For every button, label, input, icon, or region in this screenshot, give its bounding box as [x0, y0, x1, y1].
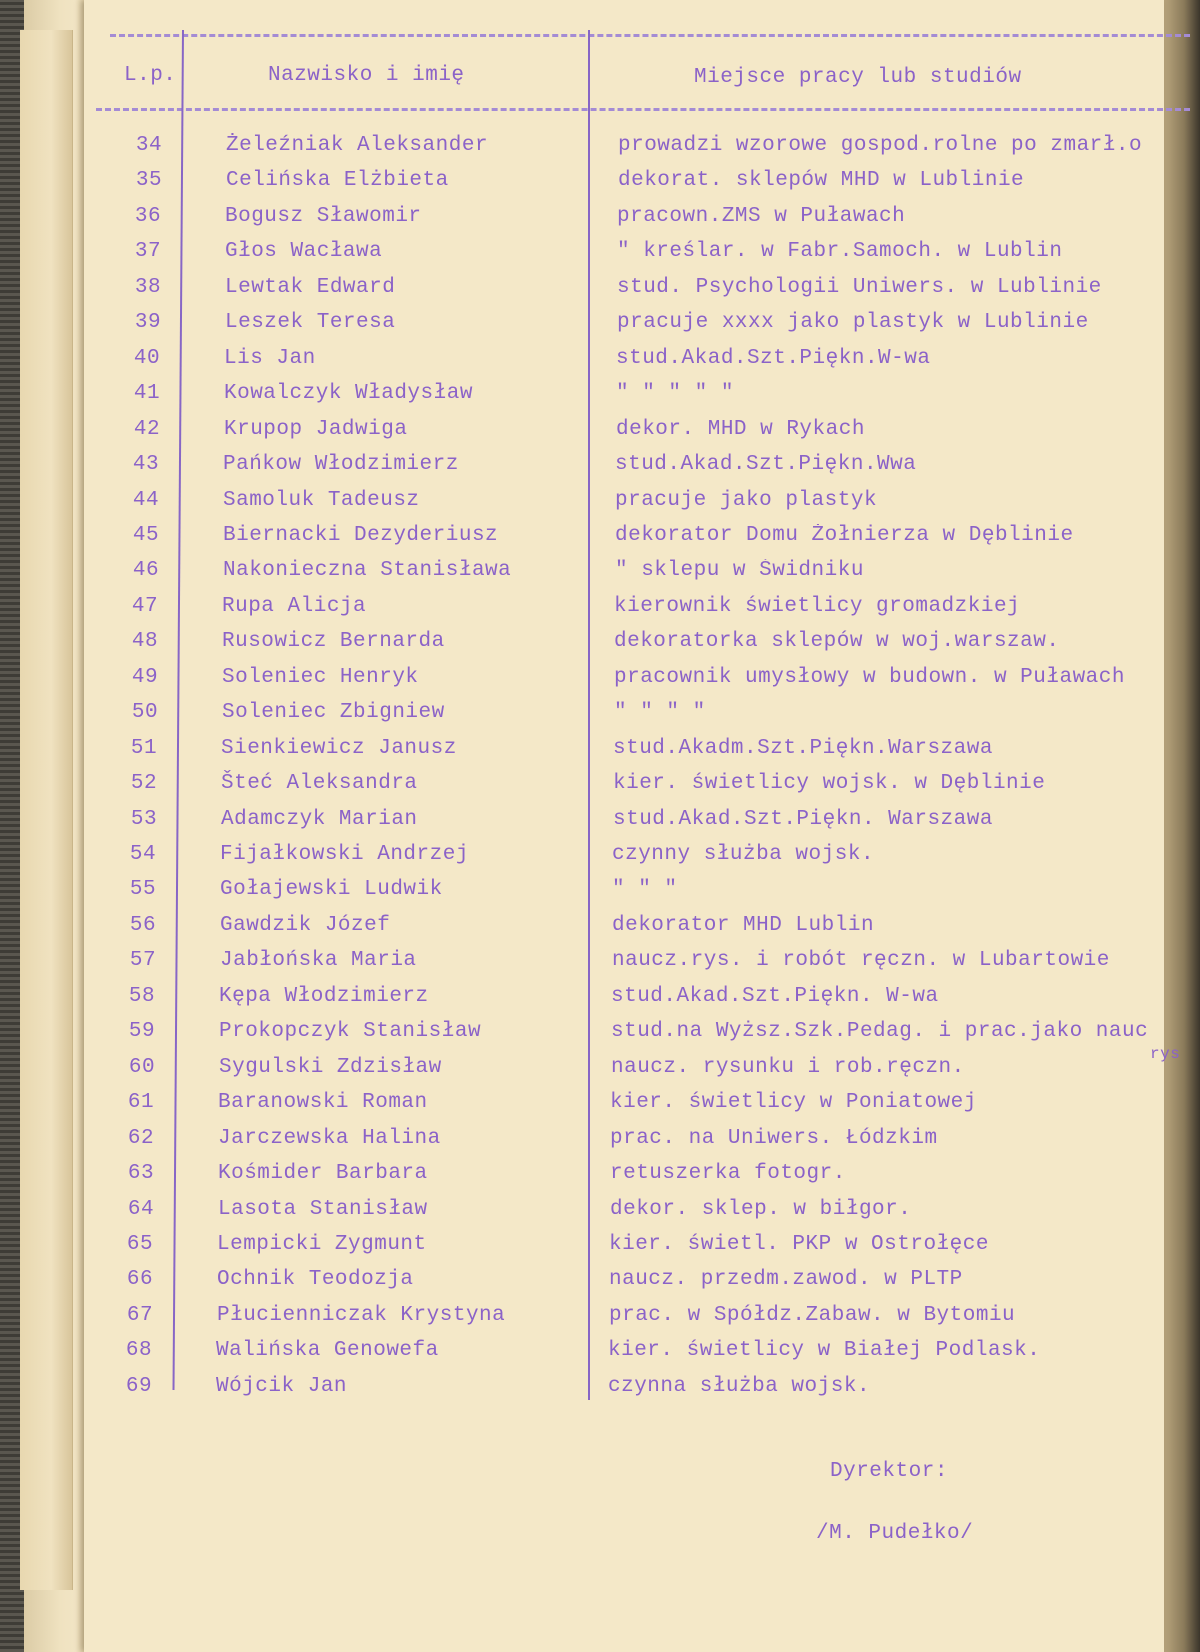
row-number: 66 — [126, 1268, 154, 1291]
row-place: stud.Akad.Szt.Piękn.W-wa — [616, 347, 931, 370]
row-place: stud.Akadm.Szt.Piękn.Warszawa — [613, 737, 993, 760]
row-number: 60 — [128, 1056, 156, 1079]
row-place: stud. Psychologii Uniwers. w Lublinie — [617, 276, 1102, 299]
row-number: 43 — [132, 453, 160, 476]
column-divider-2 — [588, 30, 590, 1400]
row-name: Lis Jan — [224, 347, 316, 370]
row-place: dekorat. sklepów MHD w Lublinie — [618, 169, 1025, 192]
row-number: 54 — [129, 843, 157, 866]
row-number: 63 — [127, 1162, 155, 1185]
header-top-rule — [110, 34, 1190, 37]
row-name: Jarczewska Halina — [218, 1127, 441, 1150]
row-name: Lempicki Zygmunt — [217, 1233, 427, 1256]
row-name: Pańkow Włodzimierz — [223, 453, 459, 476]
row-number: 44 — [132, 489, 160, 512]
row-number: 39 — [134, 311, 162, 334]
row-number: 38 — [134, 276, 162, 299]
header-bottom-rule — [96, 108, 1190, 111]
row-name: Šteć Aleksandra — [221, 772, 418, 795]
row-number: 34 — [135, 134, 163, 157]
row-place: stud.na Wyższ.Szk.Pedag. i prac.jako nauc — [611, 1020, 1149, 1043]
row-place: stud.Akad.Szt.Piękn.Wwa — [615, 453, 917, 476]
row-place: " " " — [612, 878, 678, 901]
row-place: " kreślar. w Fabr.Samoch. w Lublin — [617, 240, 1063, 263]
signature-name: /M. Pudełko/ — [816, 1522, 974, 1545]
right-page-edge — [1160, 0, 1200, 1652]
row-place: stud.Akad.Szt.Piękn. Warszawa — [613, 808, 993, 831]
row-number: 53 — [130, 808, 158, 831]
row-place: retuszerka fotogr. — [610, 1162, 846, 1185]
row-name: Lasota Stanisław — [218, 1198, 428, 1221]
row-number: 62 — [127, 1127, 155, 1150]
row-place: " " " " — [614, 701, 706, 724]
row-name: Kośmider Barbara — [218, 1162, 428, 1185]
row-name: Ochnik Teodozja — [217, 1268, 414, 1291]
row-place: prac. na Uniwers. Łódzkim — [610, 1127, 938, 1150]
row-name: Baranowski Roman — [218, 1091, 428, 1114]
row-name: Rusowicz Bernarda — [222, 630, 445, 653]
row-place: prac. w Spółdz.Zabaw. w Bytomiu — [609, 1304, 1016, 1327]
row-name: Celińska Elżbieta — [226, 169, 449, 192]
row-number: 65 — [126, 1233, 154, 1256]
row-number: 57 — [129, 949, 157, 972]
row-number: 61 — [127, 1091, 155, 1114]
row-place: prowadzi wzorowe gospod.rolne po zmarł.o — [618, 134, 1143, 157]
row-number: 37 — [134, 240, 162, 263]
row-number: 55 — [129, 878, 157, 901]
row-name: Samoluk Tadeusz — [223, 489, 420, 512]
row-number: 64 — [127, 1198, 155, 1221]
row-place: dekor. MHD w Rykach — [616, 418, 865, 441]
row-number: 42 — [133, 418, 161, 441]
header-name: Nazwisko i imię — [268, 64, 465, 87]
row-place: " sklepu w Świdniku — [615, 559, 864, 582]
row-place: kier. świetlicy w Poniatowej — [610, 1091, 977, 1114]
row-number: 58 — [128, 985, 156, 1008]
row-place: kier. świetlicy wojsk. w Dęblinie — [613, 772, 1046, 795]
row-number: 45 — [132, 524, 160, 547]
signature-title: Dyrektor: — [830, 1460, 948, 1483]
row-place: czynny służba wojsk. — [612, 843, 875, 866]
row-place: pracownik umysłowy w budown. w Puławach — [614, 666, 1125, 689]
row-number: 35 — [135, 169, 163, 192]
row-number: 36 — [134, 205, 162, 228]
row-name: Kowalczyk Władysław — [224, 382, 473, 405]
margin-note: rys — [1150, 1045, 1181, 1063]
row-place: pracuje xxxx jako plastyk w Lublinie — [617, 311, 1089, 334]
header-lp: L.p. — [124, 64, 177, 87]
row-name: Gawdzik Józef — [220, 914, 391, 937]
row-place: naucz. rysunku i rob.ręczn. — [611, 1056, 965, 1079]
row-name: Soleniec Henryk — [222, 666, 419, 689]
row-name: Jabłońska Maria — [220, 949, 417, 972]
row-number: 52 — [130, 772, 158, 795]
row-name: Krupop Jadwiga — [224, 418, 408, 441]
row-number: 47 — [131, 595, 159, 618]
row-place: naucz.rys. i robót ręczn. w Lubartowie — [612, 949, 1110, 972]
row-place: dekorator Domu Żołnierza w Dęblinie — [615, 524, 1074, 547]
row-number: 51 — [130, 737, 158, 760]
row-place: kierownik świetlicy gromadzkiej — [614, 595, 1021, 618]
row-name: Leszek Teresa — [225, 311, 396, 334]
row-place: kier. świetl. PKP w Ostrołęce — [609, 1233, 989, 1256]
row-name: Soleniec Zbigniew — [222, 701, 445, 724]
row-place: dekorator MHD Lublin — [612, 914, 875, 937]
row-name: Żeleźniak Aleksander — [226, 134, 489, 157]
row-place: dekor. sklep. w biłgor. — [610, 1198, 912, 1221]
row-name: Głos Wacława — [225, 240, 383, 263]
row-name: Nakonieczna Stanisława — [223, 559, 512, 582]
row-name: Wójcik Jan — [216, 1375, 348, 1398]
row-place: dekoratorka sklepów w woj.warszaw. — [614, 630, 1060, 653]
row-number: 41 — [133, 382, 161, 405]
row-place: pracuje jako plastyk — [615, 489, 878, 512]
row-name: Rupa Alicja — [222, 595, 367, 618]
row-place: stud.Akad.Szt.Piękn. W-wa — [611, 985, 939, 1008]
row-number: 49 — [131, 666, 159, 689]
row-number: 46 — [132, 559, 160, 582]
row-name: Kępa Włodzimierz — [219, 985, 429, 1008]
row-number: 68 — [125, 1339, 153, 1362]
row-number: 56 — [129, 914, 157, 937]
row-number: 40 — [133, 347, 161, 370]
row-name: Lewtak Edward — [225, 276, 396, 299]
row-name: Bogusz Sławomir — [225, 205, 422, 228]
row-number: 48 — [131, 630, 159, 653]
row-name: Płucienniczak Krystyna — [217, 1304, 506, 1327]
row-name: Biernacki Dezyderiusz — [223, 524, 499, 547]
row-place: pracown.ZMS w Puławach — [617, 205, 906, 228]
row-place: naucz. przedm.zawod. w PLTP — [609, 1268, 963, 1291]
row-number: 59 — [128, 1020, 156, 1043]
row-number: 69 — [125, 1375, 153, 1398]
row-number: 50 — [131, 701, 159, 724]
header-place: Miejsce pracy lub studiów — [694, 66, 1022, 89]
row-name: Sienkiewicz Janusz — [221, 737, 457, 760]
row-number: 67 — [126, 1304, 154, 1327]
page-edge — [20, 30, 73, 1590]
row-name: Adamczyk Marian — [221, 808, 418, 831]
row-place: czynna służba wojsk. — [608, 1375, 871, 1398]
row-name: Fijałkowski Andrzej — [220, 843, 469, 866]
row-name: Prokopczyk Stanisław — [219, 1020, 482, 1043]
row-name: Gołajewski Ludwik — [220, 878, 443, 901]
row-place: " " " " " — [616, 382, 734, 405]
row-place: kier. świetlicy w Białej Podlask. — [608, 1339, 1041, 1362]
row-name: Sygulski Zdzisław — [219, 1056, 442, 1079]
row-name: Walińska Genowefa — [216, 1339, 439, 1362]
